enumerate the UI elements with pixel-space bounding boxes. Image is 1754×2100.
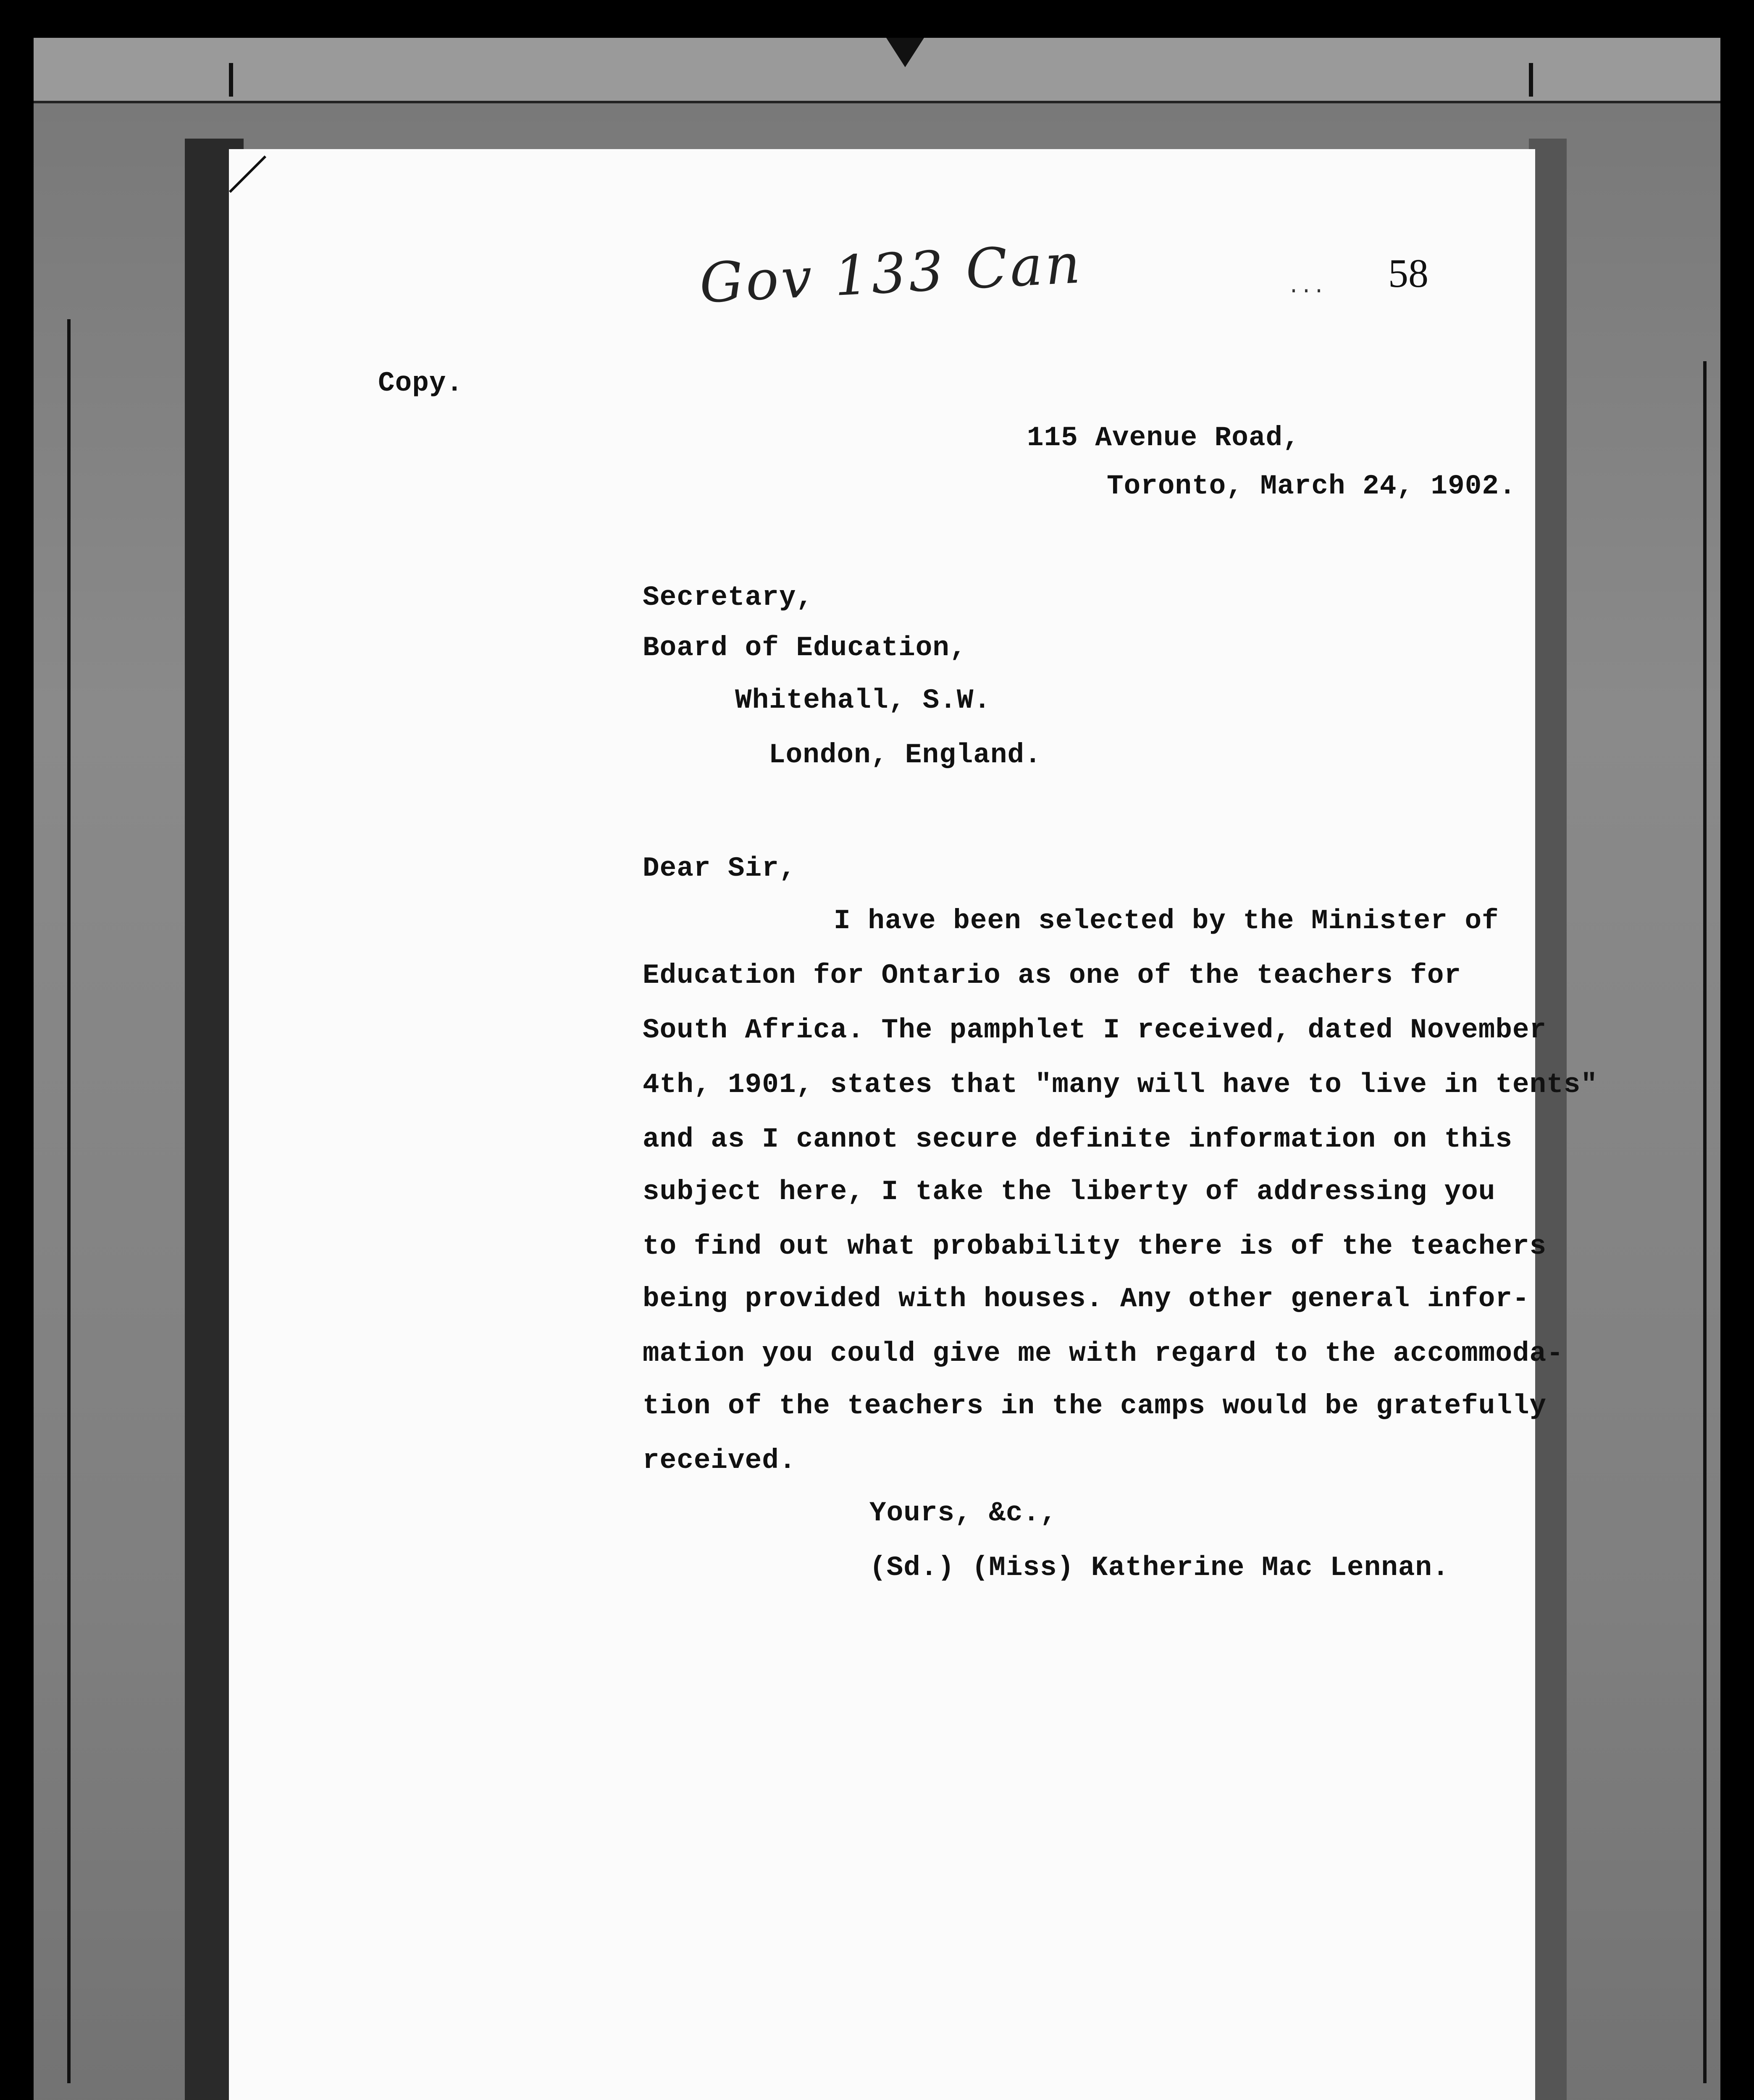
closing: Yours, &c., — [869, 1497, 1057, 1529]
document-page — [229, 149, 1598, 2100]
body-line: mation you could give me with regard to the accommoda- — [643, 1338, 1564, 1369]
page-number: 58 — [1388, 251, 1428, 296]
recipient-line: Secretary, — [643, 582, 814, 613]
body-line: to find out what probability there is of the teachers — [643, 1231, 1547, 1262]
body-line: tion of the teachers in the camps would be gratefully — [643, 1390, 1547, 1422]
recipient-line: Whitehall, S.W. — [735, 685, 991, 716]
recipient-line: Board of Education, — [643, 632, 967, 664]
sender-address-line-2: Toronto, March 24, 1902. — [1107, 470, 1516, 502]
salutation: Dear Sir, — [643, 853, 796, 884]
sender-address-line-1: 115 Avenue Road, — [1027, 422, 1300, 454]
body-line: subject here, I take the liberty of addressing you — [643, 1176, 1496, 1208]
frame-top-band — [34, 38, 1720, 103]
letter-heading: Copy. — [378, 368, 464, 399]
handwritten-reference: Gov 133 Can — [698, 231, 1084, 315]
body-line: I have been selected by the Minister of — [834, 905, 1499, 937]
frame-side-line-right — [1703, 361, 1707, 2083]
body-line: being provided with houses. Any other general infor- — [643, 1283, 1530, 1315]
body-line: received. — [643, 1445, 796, 1476]
frame-tick-left — [229, 63, 233, 97]
page-dots: ... — [1287, 275, 1326, 299]
corner-fold-mark — [229, 155, 266, 193]
frame-tick-right — [1529, 63, 1533, 97]
signature: (Sd.) (Miss) Katherine Mac Lennan. — [869, 1552, 1449, 1583]
body-line: and as I cannot secure definite information on this — [643, 1124, 1512, 1155]
body-line: Education for Ontario as one of the teachers for — [643, 960, 1462, 991]
frame-side-line-left — [67, 319, 71, 2083]
frame-notch-icon — [886, 38, 924, 67]
recipient-line: London, England. — [769, 739, 1042, 771]
body-line: South Africa. The pamphlet I received, dated November — [643, 1014, 1547, 1046]
body-line: 4th, 1901, states that "many will have to live in tents" — [643, 1069, 1598, 1100]
